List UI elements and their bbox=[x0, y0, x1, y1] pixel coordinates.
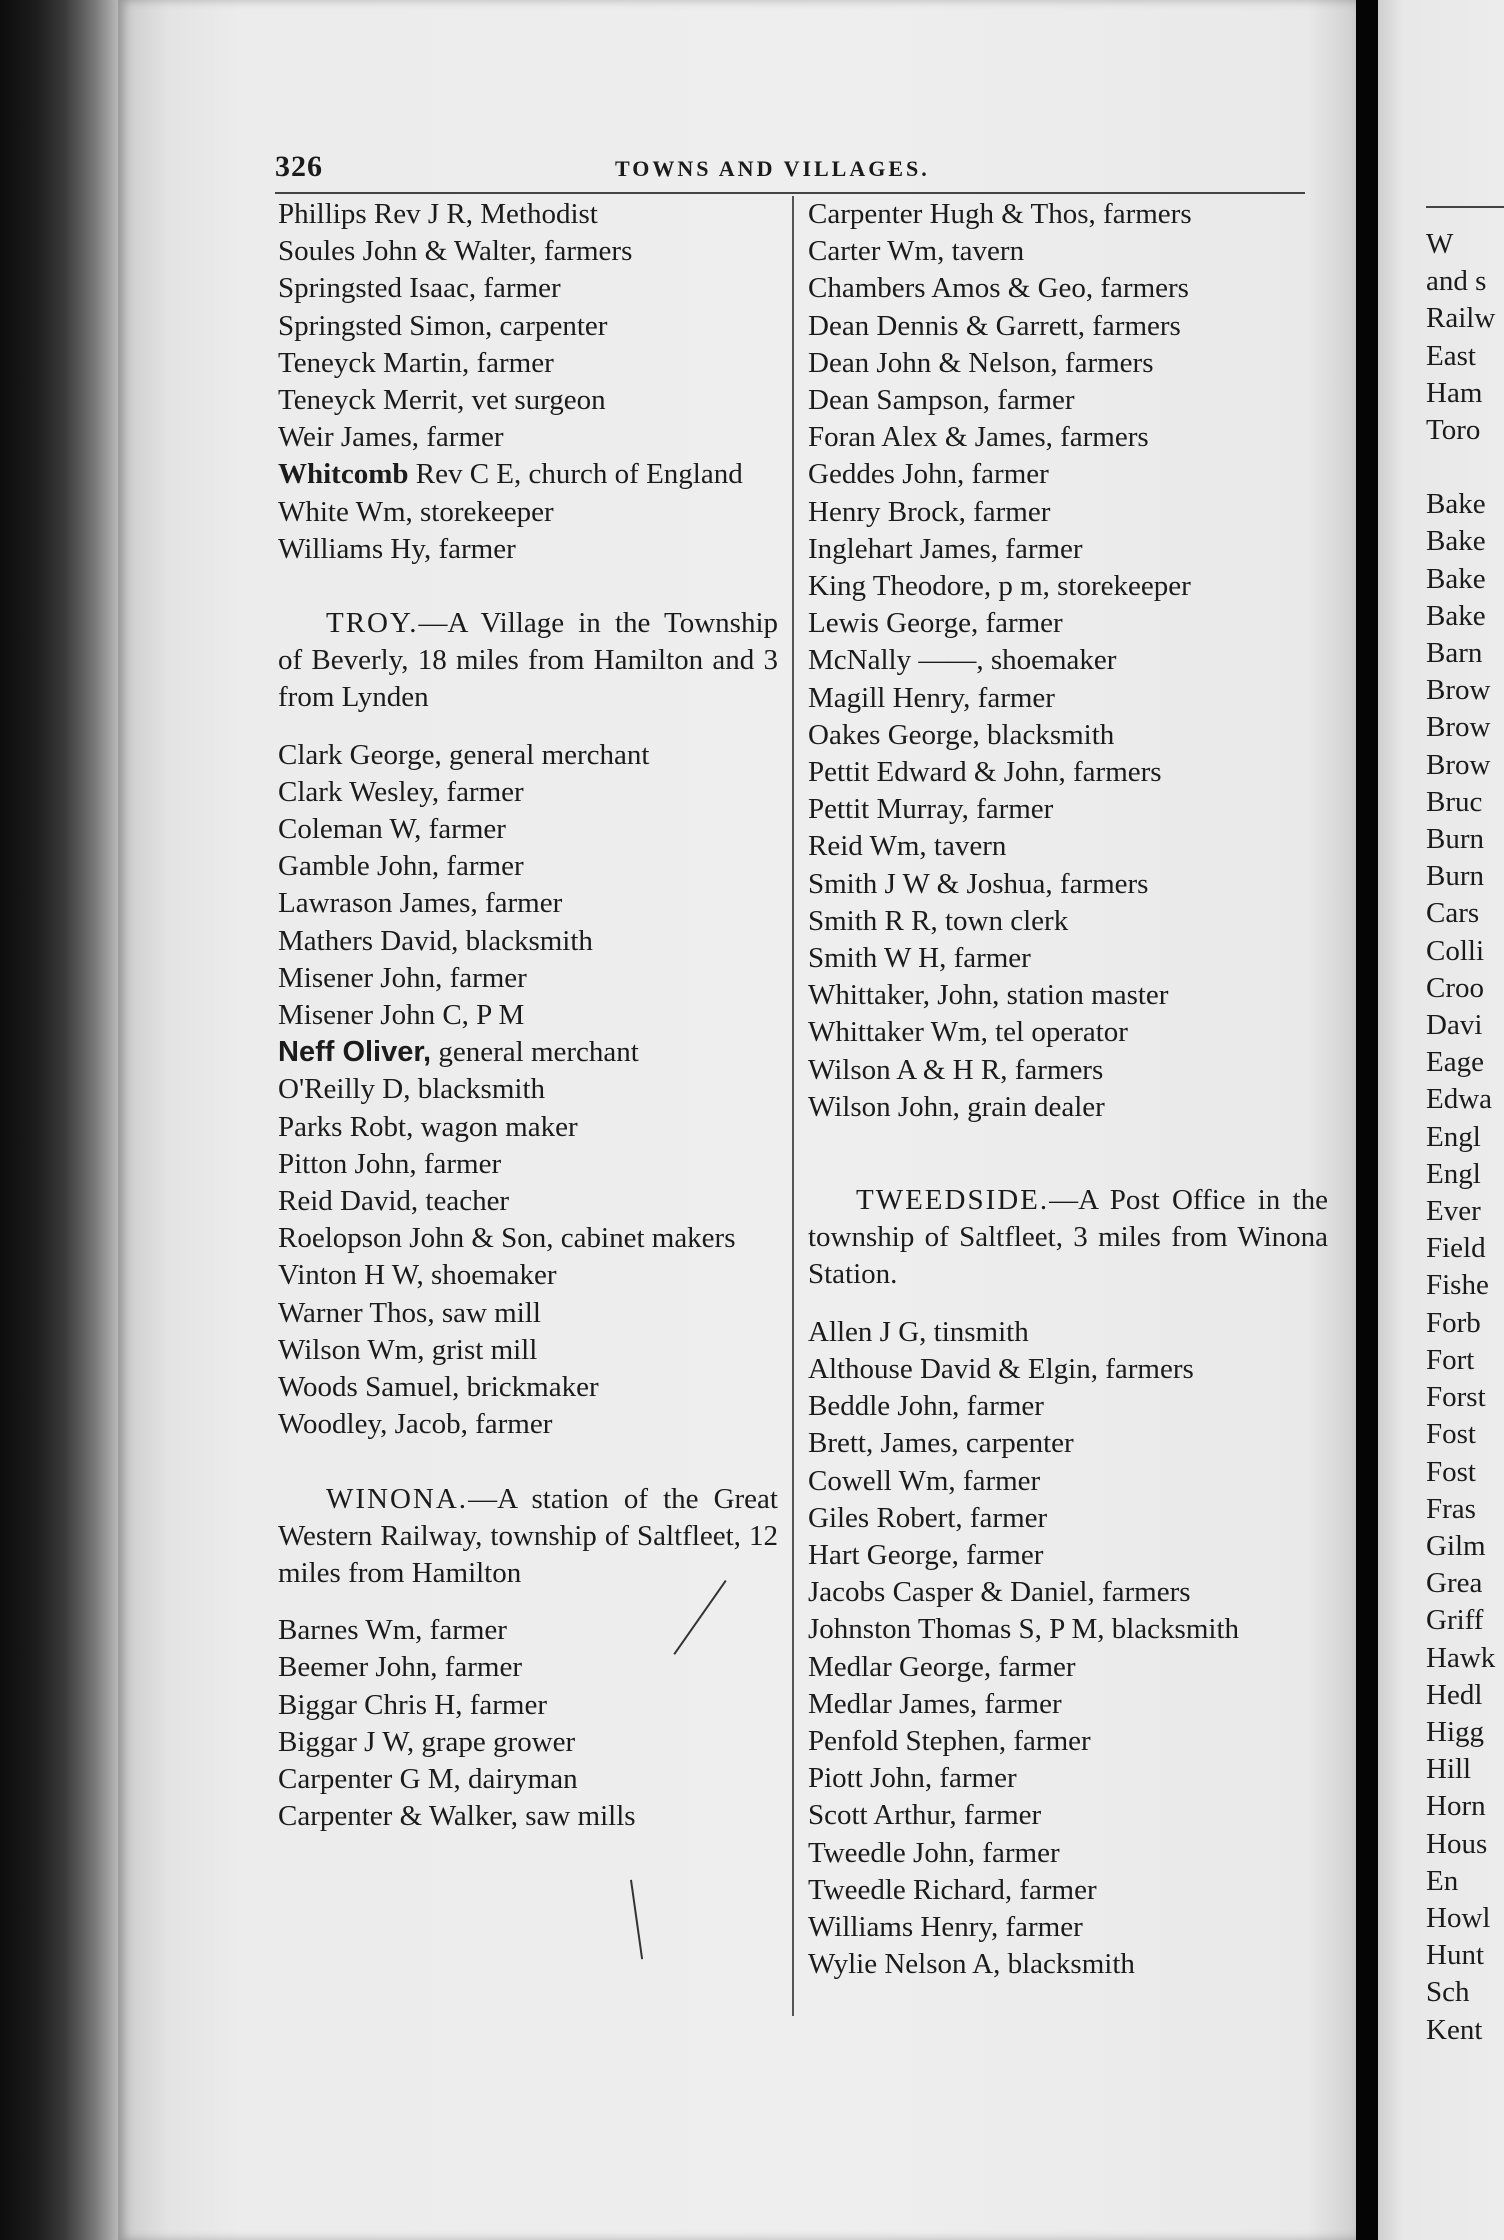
directory-entry: Pettit Edward & John, farmers bbox=[808, 756, 1162, 789]
facing-page-fragment: Hill bbox=[1426, 1753, 1472, 1786]
running-head: TOWNS AND VILLAGES. bbox=[615, 156, 930, 181]
facing-page-fragment: Cars bbox=[1426, 897, 1480, 930]
facing-page-fragment: and s bbox=[1426, 265, 1487, 298]
directory-entry: Piott John, farmer bbox=[808, 1762, 1017, 1795]
directory-entry: Smith R R, town clerk bbox=[808, 904, 1069, 937]
directory-entry: Springsted Isaac, farmer bbox=[278, 272, 561, 305]
facing-page-fragment: Grea bbox=[1426, 1567, 1483, 1600]
facing-page-fragment: Hedl bbox=[1426, 1678, 1483, 1711]
village-text-troy: —A Village in the Township of Beverly, 18 miles from Hamilton and 3 from Lynden bbox=[278, 607, 778, 714]
facing-page-fragment: Bake bbox=[1426, 599, 1486, 632]
village-heading-tweedside: TWEEDSIDE. bbox=[856, 1184, 1050, 1217]
directory-entry: Carter Wm, tavern bbox=[808, 235, 1025, 268]
directory-entry: Wilson John, grain dealer bbox=[808, 1090, 1105, 1123]
directory-entry: Roelopson John & Son, cabinet makers bbox=[278, 1222, 736, 1255]
directory-entry: White Wm, storekeeper bbox=[278, 495, 554, 528]
directory-entry: Williams Henry, farmer bbox=[808, 1910, 1083, 1943]
village-text-winona: —A station of the Great Western Railway, township of Saltfleet, 12 miles from Hamilton bbox=[278, 1482, 778, 1589]
facing-page-column bbox=[1426, 196, 1504, 2049]
directory-entry: Giles Robert, farmer bbox=[808, 1501, 1048, 1534]
facing-page-fragment: Edwa bbox=[1426, 1083, 1493, 1116]
directory-entry: Oakes George, blacksmith bbox=[808, 718, 1115, 751]
directory-entry: Allen J G, tinsmith bbox=[808, 1315, 1029, 1348]
directory-entry: Clark George, general merchant bbox=[278, 738, 650, 771]
directory-entry: Misener John C, P M bbox=[278, 999, 525, 1032]
facing-page-fragment: Brow bbox=[1426, 748, 1491, 781]
directory-entry: Tweedle John, farmer bbox=[808, 1836, 1060, 1869]
facing-page-fragment: Brow bbox=[1426, 674, 1491, 707]
directory-entry: Warner Thos, saw mill bbox=[278, 1296, 541, 1329]
directory-entry: Weir James, farmer bbox=[278, 421, 504, 454]
directory-entry: Williams Hy, farmer bbox=[278, 532, 516, 565]
directory-entry: Beemer John, farmer bbox=[278, 1651, 522, 1684]
directory-entry: Magill Henry, farmer bbox=[808, 681, 1055, 714]
directory-entry: Reid David, teacher bbox=[278, 1185, 510, 1218]
troy-description bbox=[278, 605, 778, 717]
directory-entry: Woodley, Jacob, farmer bbox=[278, 1408, 553, 1441]
page-number: 326 bbox=[275, 150, 323, 183]
directory-entry bbox=[278, 456, 778, 493]
facing-page-fragment: Fost bbox=[1426, 1418, 1476, 1451]
directory-entry: Dean Dennis & Garrett, farmers bbox=[808, 309, 1181, 342]
directory-entry: Whittaker Wm, tel operator bbox=[808, 1016, 1128, 1049]
directory-entry: Misener John, farmer bbox=[278, 961, 527, 994]
facing-page-fragment: Gilm bbox=[1426, 1529, 1486, 1562]
facing-page-fragment: Brow bbox=[1426, 711, 1491, 744]
facing-page-fragment: East bbox=[1426, 339, 1476, 372]
directory-entry: Penfold Stephen, farmer bbox=[808, 1724, 1091, 1757]
directory-entry: Johnston Thomas S, P M, blacksmith bbox=[808, 1613, 1240, 1646]
facing-page-fragment: Toro bbox=[1426, 414, 1481, 447]
facing-page-fragment: Forst bbox=[1426, 1381, 1486, 1414]
facing-page-fragment: Burn bbox=[1426, 860, 1484, 893]
facing-page-fragment: Bake bbox=[1426, 562, 1486, 595]
directory-entry: Biggar Chris H, farmer bbox=[278, 1688, 547, 1721]
directory-entry: Pettit Murray, farmer bbox=[808, 793, 1054, 826]
village-heading-troy: TROY. bbox=[326, 607, 419, 640]
directory-entry: Foran Alex & James, farmers bbox=[808, 421, 1149, 454]
village-text-tweedside: —A Post Office in the township of Saltfleet, 3 miles from Winona Station. bbox=[808, 1184, 1328, 1291]
directory-entry: Inglehart James, farmer bbox=[808, 532, 1083, 565]
directory-entry: Phillips Rev J R, Methodist bbox=[278, 198, 598, 230]
directory-entry: Carpenter G M, dairyman bbox=[278, 1762, 578, 1795]
directory-entry: O'Reilly D, blacksmith bbox=[278, 1073, 546, 1106]
entry-name: Whitcomb bbox=[278, 458, 409, 491]
facing-page-fragment: Engl bbox=[1426, 1120, 1481, 1153]
directory-entry: Brett, James, carpenter bbox=[808, 1427, 1074, 1460]
directory-entry: Lawrason James, farmer bbox=[278, 887, 563, 920]
directory-entry: Teneyck Merrit, vet surgeon bbox=[278, 384, 606, 417]
facing-page-fragment: Fost bbox=[1426, 1455, 1476, 1488]
directory-entry: Jacobs Casper & Daniel, farmers bbox=[808, 1576, 1191, 1609]
facing-page-fragment: Howl bbox=[1426, 1901, 1491, 1934]
facing-page-fragment: Railw bbox=[1426, 302, 1496, 335]
facing-page-fragment: Colli bbox=[1426, 934, 1485, 967]
facing-page-fragment: Forb bbox=[1426, 1306, 1481, 1339]
directory-entry: Clark Wesley, farmer bbox=[278, 775, 524, 808]
entry-name-bold: Neff Oliver, bbox=[278, 1036, 432, 1069]
directory-entry: Scott Arthur, farmer bbox=[808, 1799, 1042, 1832]
facing-page-fragment: Engl bbox=[1426, 1157, 1481, 1190]
directory-entry bbox=[278, 1034, 778, 1071]
facing-page-fragment: Ever bbox=[1426, 1195, 1481, 1228]
facing-page-fragment: W bbox=[1426, 228, 1454, 260]
directory-entry: Tweedle Richard, farmer bbox=[808, 1873, 1097, 1906]
directory-entry: Medlar James, farmer bbox=[808, 1687, 1062, 1720]
directory-entry: Carpenter Hugh & Thos, farmers bbox=[808, 198, 1192, 230]
directory-entry: Medlar George, farmer bbox=[808, 1650, 1076, 1683]
facing-page-fragment: Hunt bbox=[1426, 1939, 1484, 1972]
directory-entry: Beddle John, farmer bbox=[808, 1390, 1044, 1423]
scan-binding-edge bbox=[0, 0, 118, 2240]
left-column bbox=[278, 196, 778, 1835]
facing-page-fragment: Bake bbox=[1426, 525, 1486, 558]
directory-entry: Chambers Amos & Geo, farmers bbox=[808, 272, 1189, 305]
directory-entry: Lewis George, farmer bbox=[808, 607, 1063, 640]
directory-entry: King Theodore, p m, storekeeper bbox=[808, 570, 1191, 603]
column-divider bbox=[792, 196, 794, 2016]
facing-page-fragment: Higg bbox=[1426, 1715, 1484, 1748]
facing-page-fragment: Fishe bbox=[1426, 1269, 1489, 1302]
facing-page-fragment: Horn bbox=[1426, 1790, 1486, 1823]
facing-page-fragment: Fort bbox=[1426, 1343, 1475, 1376]
facing-page-fragment: En bbox=[1426, 1864, 1459, 1897]
directory-entry: Dean Sampson, farmer bbox=[808, 384, 1075, 417]
facing-page-fragment: Hawk bbox=[1426, 1641, 1496, 1674]
page-header bbox=[275, 150, 1305, 188]
facing-page-fragment: Ham bbox=[1426, 376, 1483, 409]
facing-page-fragment: Davi bbox=[1426, 1009, 1483, 1042]
village-heading-winona: WINONA. bbox=[326, 1482, 469, 1515]
facing-page-fragment: Burn bbox=[1426, 823, 1484, 856]
facing-page-fragment: Croo bbox=[1426, 971, 1484, 1004]
directory-entry: Springsted Simon, carpenter bbox=[278, 309, 608, 342]
entry-detail: Rev C E, church of England bbox=[415, 458, 743, 491]
directory-entry: McNally ——, shoemaker bbox=[808, 644, 1117, 677]
directory-entry: Smith J W & Joshua, farmers bbox=[808, 867, 1149, 900]
directory-entry: Reid Wm, tavern bbox=[808, 830, 1007, 863]
directory-entry: Althouse David & Elgin, farmers bbox=[808, 1352, 1194, 1385]
directory-entry: Soules John & Walter, farmers bbox=[278, 235, 633, 268]
winona-description bbox=[278, 1481, 778, 1593]
facing-page-fragment: Sch bbox=[1426, 1976, 1470, 2009]
facing-page-fragment: Hous bbox=[1426, 1827, 1488, 1860]
directory-entry: Wilson Wm, grist mill bbox=[278, 1333, 538, 1366]
directory-entry: Gamble John, farmer bbox=[278, 850, 524, 883]
directory-entry: Woods Samuel, brickmaker bbox=[278, 1371, 599, 1404]
header-rule bbox=[275, 192, 1305, 194]
directory-entry: Dean John & Nelson, farmers bbox=[808, 346, 1154, 379]
directory-entry: Cowell Wm, farmer bbox=[808, 1464, 1041, 1497]
facing-page-fragment: Eage bbox=[1426, 1046, 1484, 1079]
tweedside-description bbox=[808, 1182, 1328, 1294]
directory-entry: Barnes Wm, farmer bbox=[278, 1614, 507, 1647]
directory-entry: Vinton H W, shoemaker bbox=[278, 1259, 557, 1292]
facing-page-fragment: Griff bbox=[1426, 1604, 1484, 1637]
entry-detail: general merchant bbox=[431, 1036, 639, 1069]
facing-page-fragment: Field bbox=[1426, 1232, 1486, 1265]
facing-page-fragment: Kent bbox=[1426, 2013, 1483, 2046]
facing-page-fragment: Fras bbox=[1426, 1492, 1476, 1525]
directory-entry: Parks Robt, wagon maker bbox=[278, 1110, 578, 1143]
directory-entry: Pitton John, farmer bbox=[278, 1147, 502, 1180]
directory-entry: Smith W H, farmer bbox=[808, 942, 1031, 975]
directory-entry: Teneyck Martin, farmer bbox=[278, 346, 554, 379]
page-gutter bbox=[1356, 0, 1378, 2240]
directory-entry: Whittaker, John, station master bbox=[808, 979, 1169, 1012]
facing-page-fragment: Bruc bbox=[1426, 785, 1483, 818]
directory-entry: Coleman W, farmer bbox=[278, 813, 506, 846]
directory-entry: Biggar J W, grape grower bbox=[278, 1725, 576, 1758]
directory-entry: Carpenter & Walker, saw mills bbox=[278, 1800, 636, 1833]
facing-page-fragment: Bake bbox=[1426, 488, 1486, 521]
middle-column bbox=[808, 196, 1328, 1983]
directory-entry: Wilson A & H R, farmers bbox=[808, 1053, 1104, 1086]
directory-entry: Mathers David, blacksmith bbox=[278, 924, 593, 957]
directory-entry: Henry Brock, farmer bbox=[808, 495, 1051, 528]
directory-entry: Hart George, farmer bbox=[808, 1538, 1044, 1571]
directory-entry: Geddes John, farmer bbox=[808, 458, 1049, 491]
directory-entry: Wylie Nelson A, blacksmith bbox=[808, 1948, 1135, 1981]
facing-page-fragment: Barn bbox=[1426, 637, 1483, 670]
